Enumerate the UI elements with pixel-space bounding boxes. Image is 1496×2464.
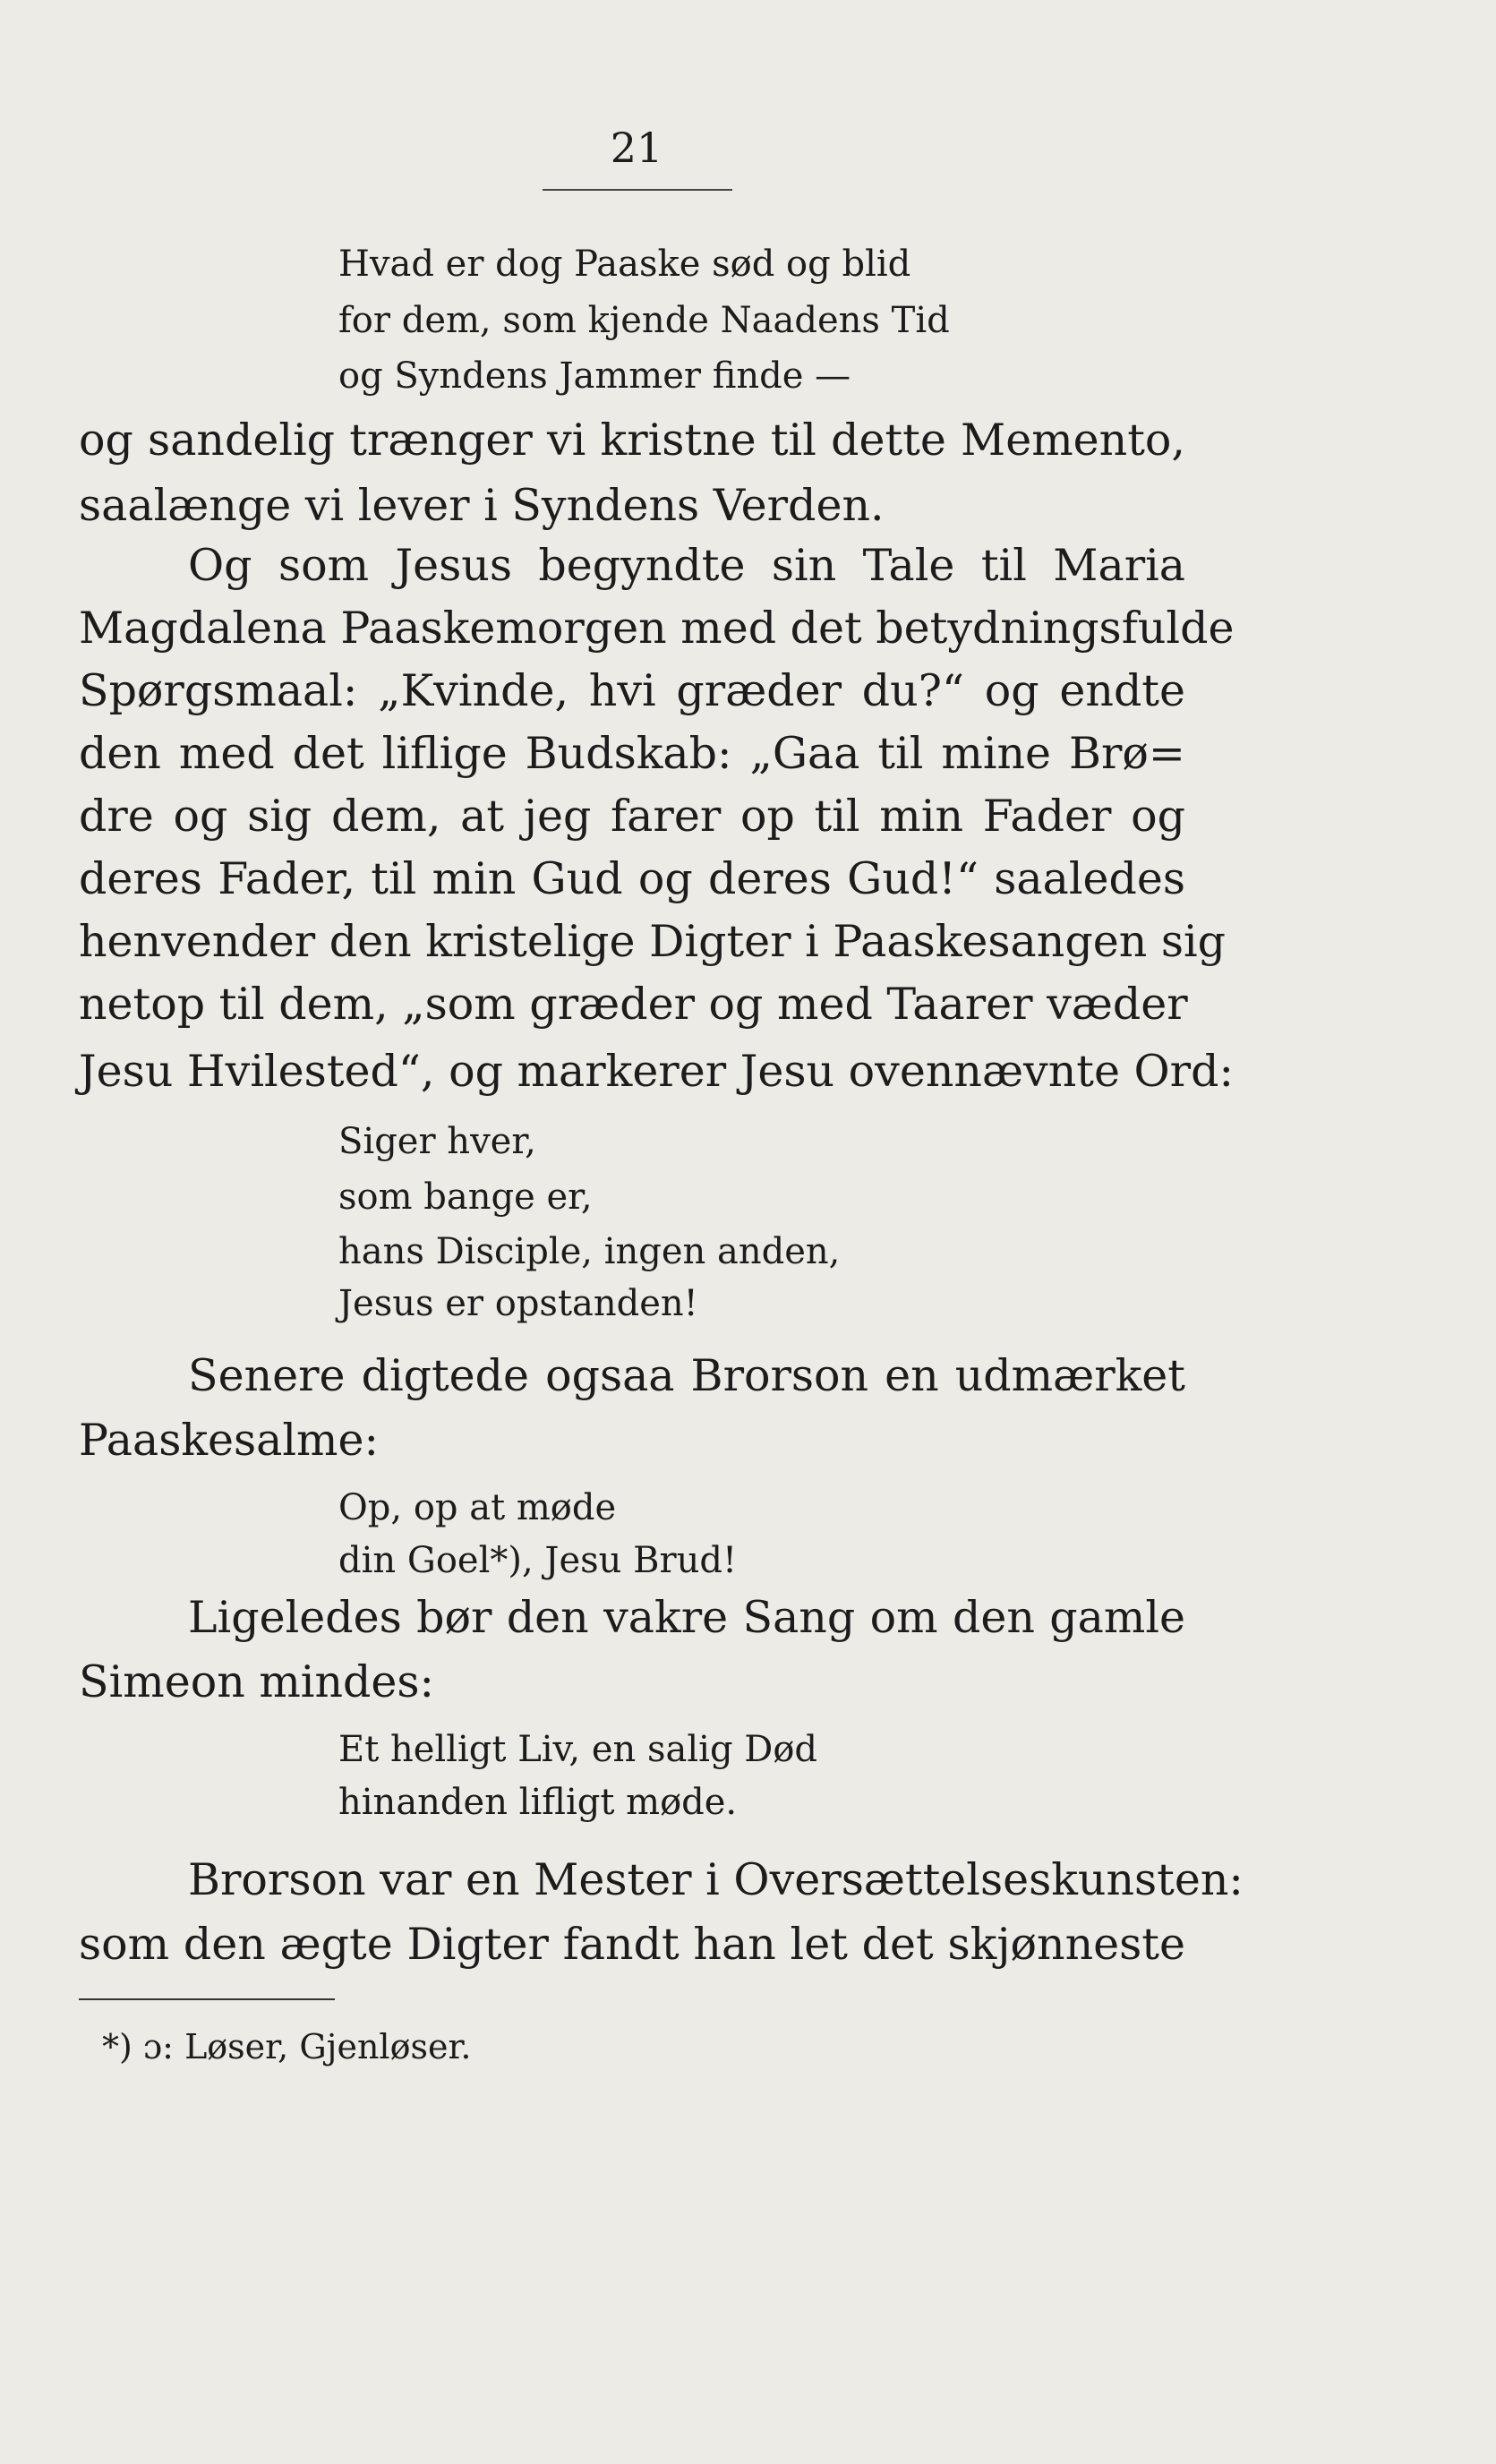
footnote-rule [79,1998,335,2000]
verse-line: Op, op at møde [338,1487,617,1528]
header-rule [543,189,732,191]
verse-line: Jesus er opstanden! [338,1283,698,1324]
text-line: deres Fader, til min Gud og deres Gud!“ saaledes [79,853,1185,904]
text-line: som den ægte Digter fandt han let det skjønneste [79,1919,1185,1970]
verse-line: hans Disciple, ingen anden, [338,1231,841,1272]
text-line: den med det liflige Budskab: „Gaa til mine Brø= [79,728,1185,779]
footnote: *) ɔ: Løser, Gjenløser. [102,2027,472,2066]
text-line: Paaskesalme: [79,1415,380,1466]
text-line: henvender den kristelige Digter i Paaskesangen sig [79,916,1227,967]
text-line: og sandelig trænger vi kristne til dette Memento, [79,415,1185,466]
verse-line: og Syndens Jammer finde — [338,355,851,397]
page-number: 21 [610,124,663,172]
verse-line: hinanden lifligt møde. [338,1782,738,1823]
verse-line: Et helligt Liv, en salig Død [338,1729,818,1770]
verse-line: din Goel*), Jesu Brud! [338,1540,738,1581]
verse-line: Hvad er dog Paaske sød og blid [338,244,911,285]
text-line: dre og sig dem, at jeg farer op til min Fader og [79,791,1185,842]
text-line: Magdalena Paaskemorgen med det betydningsfulde [79,603,1235,654]
text-line: netop til dem, „som græder og med Taarer væder [79,979,1188,1030]
text-line: Og som Jesus begyndte sin Tale til Maria [188,540,1185,591]
verse-line: som bange er, [338,1176,593,1218]
text-line: Simeon mindes: [79,1656,435,1707]
verse-line: Siger hver, [338,1121,536,1162]
text-line: Ligeledes bør den vakre Sang om den gamle [188,1592,1185,1643]
text-line: Brorson var en Mester i Oversættelseskunsten: [188,1854,1244,1905]
text-line: saalænge vi lever i Syndens Verden. [79,480,885,531]
text-line: Senere digtede ogsaa Brorson en udmærket [188,1350,1185,1401]
text-line: Jesu Hvilested“, og markerer Jesu ovennævnte Ord: [79,1046,1234,1097]
text-line: Spørgsmaal: „Kvinde, hvi græder du?“ og endte [79,665,1185,716]
verse-line: for dem, som kjende Naadens Tid [338,300,950,341]
